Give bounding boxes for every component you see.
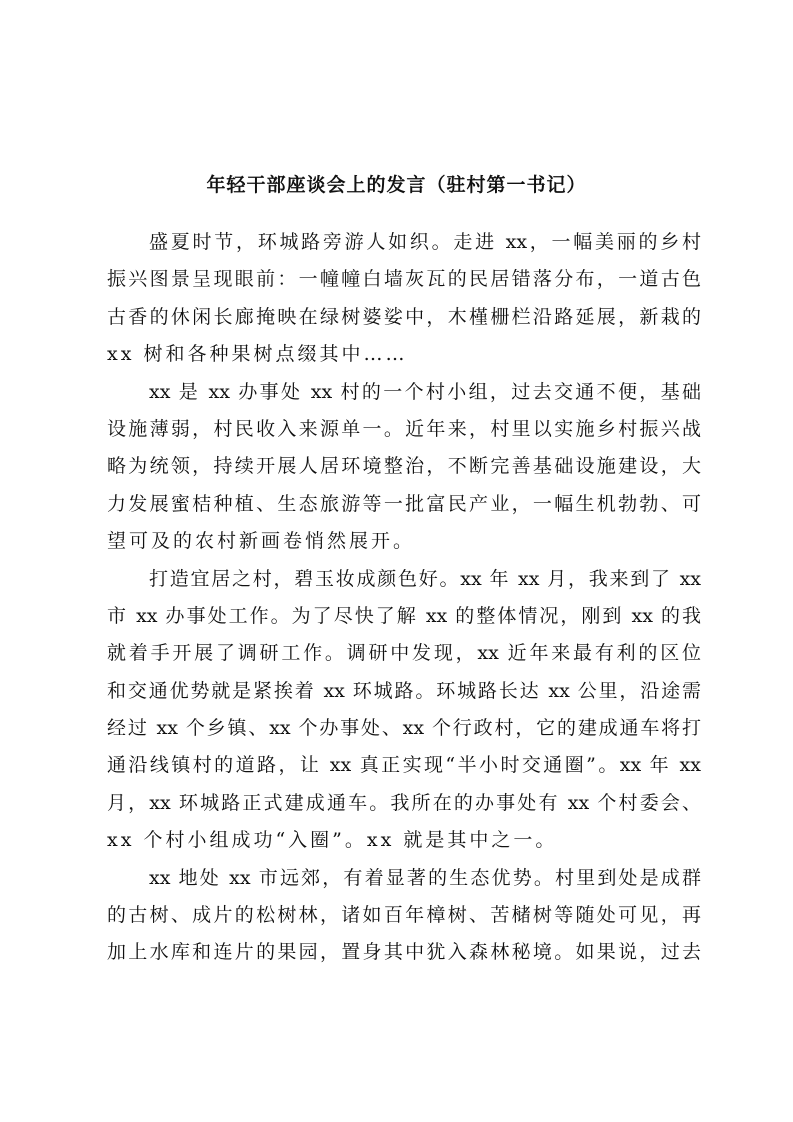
paragraph-line: 望可及的农村新画卷悄然展开。 — [107, 530, 416, 553]
paragraph-line: 月，xx 环城路正式建成通车。我所在的办事处有 xx 个村委会、 — [107, 791, 701, 814]
page-title: 年轻干部座谈会上的发言（驻村第一书记） — [206, 174, 587, 196]
paragraph-line: 打造宜居之村，碧玉妆成颜色好。xx 年 xx 月，我来到了 xx — [149, 567, 701, 590]
paragraph — [107, 224, 701, 374]
paragraph-line: 力发展蜜桔种植、生态旅游等一批富民产业，一幅生机勃勃、可 — [107, 492, 701, 515]
paragraph — [107, 374, 701, 561]
paragraph-line: 和交通优势就是紧挨着 xx 环城路。环城路长达 xx 公里，沿途需 — [107, 679, 701, 702]
paragraph-line: xx 树和各种果树点缀其中…… — [107, 343, 408, 366]
paragraph-line: 盛夏时节，环城路旁游人如织。走进 xx，一幅美丽的乡村 — [149, 231, 701, 253]
paragraph — [107, 561, 701, 860]
paragraph-line: 振兴图景呈现眼前：一幢幢白墙灰瓦的民居错落分布，一道古色 — [107, 268, 701, 291]
paragraph-line: xx 地处 xx 市远郊，有着显著的生态优势。村里到处是成群 — [149, 866, 701, 889]
paragraph — [107, 860, 701, 972]
paragraph-line: 市 xx 办事处工作。为了尽快了解 xx 的整体情况，刚到 xx 的我 — [107, 604, 701, 627]
paragraph-line: 的古树、成片的松树林，诸如百年樟树、苦槠树等随处可见，再 — [107, 904, 701, 927]
paragraph-line: 经过 xx 个乡镇、xx 个办事处、xx 个行政村，它的建成通车将打 — [107, 717, 701, 740]
document-body — [107, 224, 701, 972]
paragraph-line: 通沿线镇村的道路，让 xx 真正实现“半小时交通圈”。xx 年 xx — [107, 754, 701, 777]
paragraph-line: 略为统领，持续开展人居环境整治，不断完善基础设施建设，大 — [107, 455, 701, 478]
paragraph-line: 设施薄弱，村民收入来源单一。近年来，村里以实施乡村振兴战 — [107, 417, 701, 440]
paragraph-line: 古香的休闲长廊掩映在绿树婆娑中，木槿栅栏沿路延展，新栽的 — [107, 305, 701, 328]
paragraph-line: 加上水库和连片的果园，置身其中犹入森林秘境。如果说，过去 — [107, 941, 701, 964]
paragraph-line: xx 是 xx 办事处 xx 村的一个村小组，过去交通不便，基础 — [149, 380, 701, 403]
paragraph-line: 就着手开展了调研工作。调研中发现，xx 近年来最有利的区位 — [107, 642, 701, 665]
paragraph-line: xx 个村小组成功“入圈”。xx 就是其中之一。 — [107, 829, 558, 852]
